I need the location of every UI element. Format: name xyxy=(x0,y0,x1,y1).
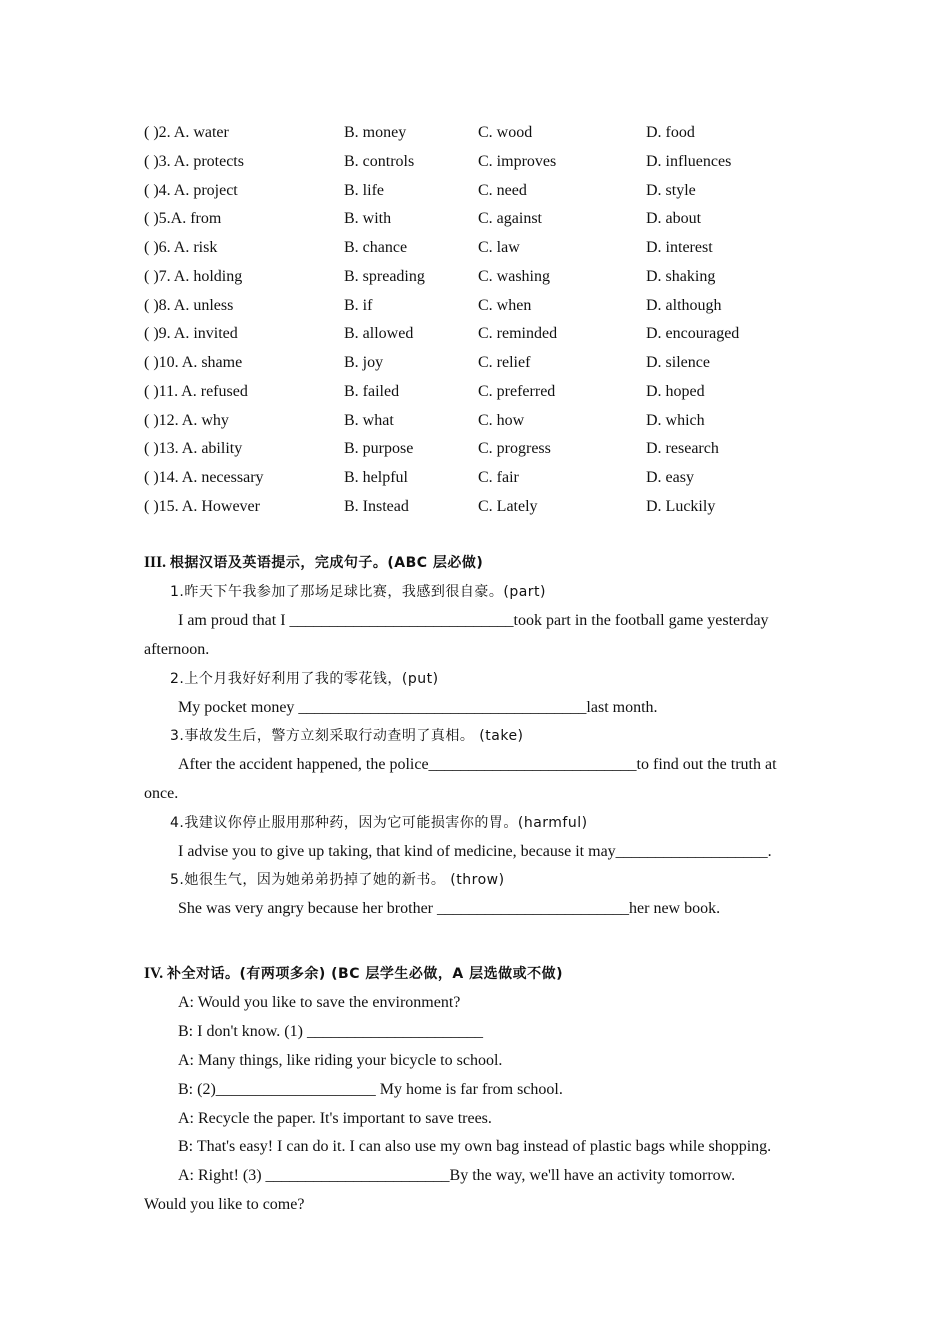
option-d: D. about xyxy=(646,210,702,227)
dialogue-continuation: Would you like to come? xyxy=(144,1196,305,1213)
option-b: B. joy xyxy=(344,354,384,371)
dialogue-line: B: I don't know. (1) ______________________ xyxy=(178,1023,483,1040)
choice-row xyxy=(144,150,844,174)
sentence-2-english: My pocket money ____________________________________last month. xyxy=(178,699,658,716)
choice-number: ( )12. A. why xyxy=(144,412,229,429)
choice-row xyxy=(144,466,844,490)
option-b: B. money xyxy=(344,124,407,141)
choice-row xyxy=(144,265,844,289)
choice-row xyxy=(144,380,844,404)
choice-number: ( )8. A. unless xyxy=(144,297,234,314)
choice-number: ( )9. A. invited xyxy=(144,325,238,342)
option-c: C. relief xyxy=(478,354,531,371)
option-b: B. Instead xyxy=(344,498,409,515)
option-d: D. food xyxy=(646,124,695,141)
option-d: D. Luckily xyxy=(646,498,716,515)
option-d: D. silence xyxy=(646,354,710,371)
choice-row xyxy=(144,121,844,145)
choice-number: ( )11. A. refused xyxy=(144,383,248,400)
option-d: D. encouraged xyxy=(646,325,740,342)
choice-number: ( )7. A. holding xyxy=(144,268,243,285)
option-c: C. improves xyxy=(478,153,557,170)
option-c: C. washing xyxy=(478,268,550,285)
option-b: B. controls xyxy=(344,153,415,170)
choice-number: ( )15. A. However xyxy=(144,498,260,515)
section-4-title: 补全对话。(有两项多余) (BC 层学生必做，A 层选做或不做) xyxy=(166,966,563,982)
option-c: C. wood xyxy=(478,124,533,141)
choice-number: ( )14. A. necessary xyxy=(144,469,264,486)
choice-number: ( )6. A. risk xyxy=(144,239,218,256)
choice-number: ( )13. A. ability xyxy=(144,440,243,457)
option-b: B. if xyxy=(344,297,373,314)
option-b: B. spreading xyxy=(344,268,425,285)
choice-row xyxy=(144,351,844,375)
choice-number: ( )2. A. water xyxy=(144,124,229,141)
dialogue-line: A: Many things, like riding your bicycle to school. xyxy=(178,1052,503,1069)
choice-row xyxy=(144,495,844,519)
option-c: C. preferred xyxy=(478,383,556,400)
option-d: D. easy xyxy=(646,469,694,486)
dialogue-line: A: Would you like to save the environment? xyxy=(178,994,461,1011)
option-d: D. shaking xyxy=(646,268,716,285)
sentence-5-english: She was very angry because her brother ________________________her new book. xyxy=(178,900,721,917)
choice-row xyxy=(144,437,844,461)
choice-number: ( )4. A. project xyxy=(144,182,238,199)
option-c: C. Lately xyxy=(478,498,538,515)
dialogue-line: B: That's easy! I can do it. I can also use my own bag instead of plastic bags while shopping. xyxy=(178,1138,772,1155)
option-d: D. research xyxy=(646,440,719,457)
option-b: B. life xyxy=(344,182,384,199)
option-b: B. chance xyxy=(344,239,408,256)
choice-number: ( )3. A. protects xyxy=(144,153,244,170)
option-d: D. influences xyxy=(646,153,732,170)
choice-row xyxy=(144,409,844,433)
option-d: D. style xyxy=(646,182,696,199)
dialogue-line: B: (2)____________________ My home is far from school. xyxy=(178,1081,563,1098)
option-b: B. helpful xyxy=(344,469,408,486)
sentence-5-prompt: 5.她很生气，因为她弟弟扔掉了她的新书。 (throw) xyxy=(170,872,505,888)
sentence-1-english: I am proud that I ____________________________took part in the football game yesterday xyxy=(178,612,769,629)
option-b: B. allowed xyxy=(344,325,414,342)
choice-row xyxy=(144,179,844,203)
sentence-3-prompt: 3.事故发生后，警方立刻采取行动查明了真相。 (take) xyxy=(170,728,524,744)
sentence-3-continuation: once. xyxy=(144,785,179,802)
section-3-title: 根据汉语及英语提示，完成句子。(ABC 层必做) xyxy=(169,555,484,571)
sentence-4-english: I advise you to give up taking, that kind of medicine, because it may___________________. xyxy=(178,843,772,860)
choice-row xyxy=(144,294,844,318)
choice-row xyxy=(144,322,844,346)
sentence-1-prompt: 1.昨天下午我参加了那场足球比赛，我感到很自豪。(part) xyxy=(170,584,546,600)
option-b: B. what xyxy=(344,412,394,429)
option-d: D. interest xyxy=(646,239,713,256)
option-c: C. law xyxy=(478,239,520,256)
option-c: C. progress xyxy=(478,440,551,457)
sentence-4-prompt: 4.我建议你停止服用那种药，因为它可能损害你的胃。(harmful) xyxy=(170,815,588,831)
sentence-3-english: After the accident happened, the police__________________________to find out the truth at xyxy=(178,756,777,773)
choice-number: ( )5.A. from xyxy=(144,210,222,227)
option-b: B. failed xyxy=(344,383,400,400)
option-b: B. with xyxy=(344,210,392,227)
section-3-heading xyxy=(144,551,483,575)
option-d: D. although xyxy=(646,297,722,314)
sentence-2-prompt: 2.上个月我好好利用了我的零花钱，(put) xyxy=(170,671,439,687)
option-c: C. need xyxy=(478,182,527,199)
dialogue-line: A: Recycle the paper. It's important to save trees. xyxy=(178,1110,492,1127)
option-c: C. how xyxy=(478,412,525,429)
option-c: C. fair xyxy=(478,469,519,486)
option-c: C. reminded xyxy=(478,325,558,342)
dialogue-line: A: Right! (3) _______________________By the way, we'll have an activity tomorrow. xyxy=(178,1167,736,1184)
section-4-number: IV. xyxy=(144,965,164,982)
sentence-1-continuation: afternoon. xyxy=(144,641,210,658)
choice-row xyxy=(144,236,844,260)
option-b: B. purpose xyxy=(344,440,414,457)
option-d: D. which xyxy=(646,412,705,429)
section-4-heading xyxy=(144,962,563,986)
option-c: C. when xyxy=(478,297,532,314)
choice-number: ( )10. A. shame xyxy=(144,354,243,371)
section-3-number: III. xyxy=(144,554,166,571)
option-c: C. against xyxy=(478,210,542,227)
option-d: D. hoped xyxy=(646,383,705,400)
choice-row xyxy=(144,207,844,231)
